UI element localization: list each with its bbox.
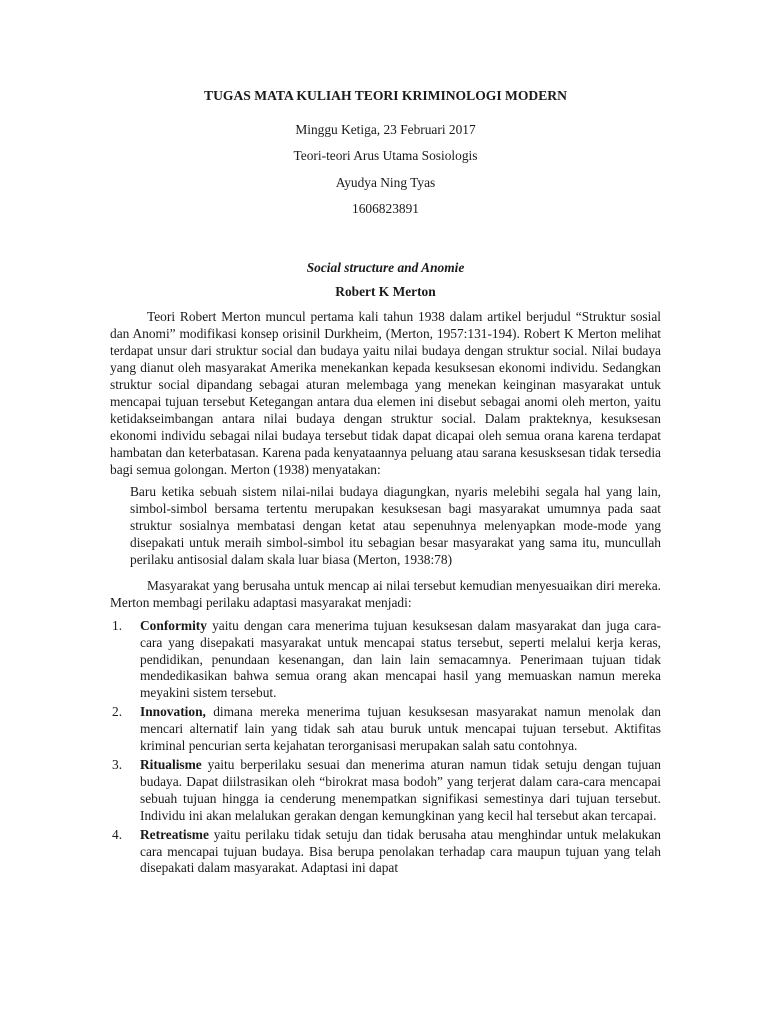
list-term: Conformity [140,617,207,633]
block-quote: Baru ketika sebuah sistem nilai-nilai budaya diagungkan, nyaris melebihi segala hal yang lain, simbol-simbol bersama tertentu merupakan kesuksesan bagi masyarakat umumnya pada saat struktur sosialnya membatasi dengan ketat atau sepenuhnya melenyapkan mode-mode yang disepakati untuk meraih simbol-simbol itu sebagian besar masyarakat yang sama itu, muncullah perilaku antisosial dalam skala luar biasa (Merton, 1938:78) [130,484,661,568]
list-item-body [140,757,661,825]
list-item-body [140,827,661,878]
document-title: TUGAS MATA KULIAH TEORI KRIMINOLOGI MODERN [204,88,567,103]
list-number: 4. [112,826,123,842]
list-number: 2. [112,704,123,720]
list-item [110,618,661,703]
list-item [110,827,661,878]
student-id: 1606823891 [352,201,419,217]
list-text: yaitu perilaku tidak setuju dan tidak berusaha atau menghindar untuk melakukan cara mencapai tujuan budaya. Bisa berupa penolakan terhadap cara maupun tujuan yang telah disepakati dalam masyarakat. Adaptasi ini dapat [140,826,661,876]
list-item [110,757,661,825]
document-topic: Teori-teori Arus Utama Sosiologis [293,148,478,164]
list-text: yaitu berperilaku sesuai dan menerima aturan namun tidak setuju dengan tujuan budaya. Dapat diilstrasikan oleh “birokrat masa bodoh” yang terjerat dalam cara-cara mencapai sebuah tujuan hingga ia cenderung menempatkan signifikasi semestinya dari tujuan tersebut. Individu ini akan melalukan gerakan dengan kemungkinan yang kecil hal tersebut akan tercapai. [140,757,661,823]
list-term: Retreatisme [140,826,209,842]
list-number: 1. [112,617,123,633]
section-title: Social structure and Anomie [306,259,465,275]
list-number: 3. [112,757,123,772]
body-paragraph: Masyarakat yang berusaha untuk mencap ai nilai tersebut kemudian menyesuaikan diri mereka. Merton membagi perilaku adaptasi masyarakat menjadi: [110,577,661,610]
list-item [110,704,661,755]
document-date: Minggu Ketiga, 23 Februari 2017 [295,121,476,137]
list-item-body [140,704,661,755]
body-paragraph: Teori Robert Merton muncul pertama kali tahun 1938 dalam artikel berjudul “Struktur sosial dan Anomi” modifikasi konsep orisinil Durkheim, (Merton, 1957:131-194). Robert K Merton melihat terdapat unsur dari struktur social dan budaya yaitu nilai budaya dengan struktur social. Nilai budaya yang dianut oleh masyarakat Amerika menekankan kepada kesuksesan ekonomi individu. Sedangkan struktur social dipandang sebagai aturan melembaga yang menekan keinginan masyarakat untuk mencapai tujuan tersebut Ketegangan antara dua elemen ini disebut sebagai anomi oleh merton, yaitu ketidakseimbangan antara nilai budaya dengan struktur social. Dalam prakteknya, kesuksesan ekonomi individu sebagai nilai budaya tersebut tidak dapat dicapai oleh semua orana karena terdapat hambatan dan keterbatasan. Karena pada kenyataannya peluang atau sarana kesusksesan tidak tersedia bagi semua golongan. Merton (1938) menyatakan: [110,309,661,477]
list-item-body [140,618,661,703]
section-author: Robert K Merton [335,284,436,300]
list-term: Innovation, [140,704,206,720]
adaptation-list [110,618,661,878]
list-text: dimana mereka menerima tujuan kesuksesan masyarakat namun menolak dan mencari alternatif lain yang tidak sah atau buruk untuk mencapai tujuan tersebut. Aktifitas kriminal pencurian serta kejahatan terorganisasi merupakan salah satu contohnya. [140,704,661,754]
student-name: Ayudya Ning Tyas [335,174,436,190]
list-term: Ritualisme [140,757,202,772]
list-text: yaitu dengan cara menerima tujuan kesuksesan dalam masyarakat dan juga cara-cara yang disepakati masyarakat untuk mencapai status tersebut, seperti melalui kerja keras, pendidikan, penundaan kesenangan, dan lain lain semacamnya. Penerimaan tujuan tidak mendedikasikan bahwa semua orang akan mencapai hasil yang memuaskan namun mereka meyakini sistem tersebut. [140,617,661,701]
